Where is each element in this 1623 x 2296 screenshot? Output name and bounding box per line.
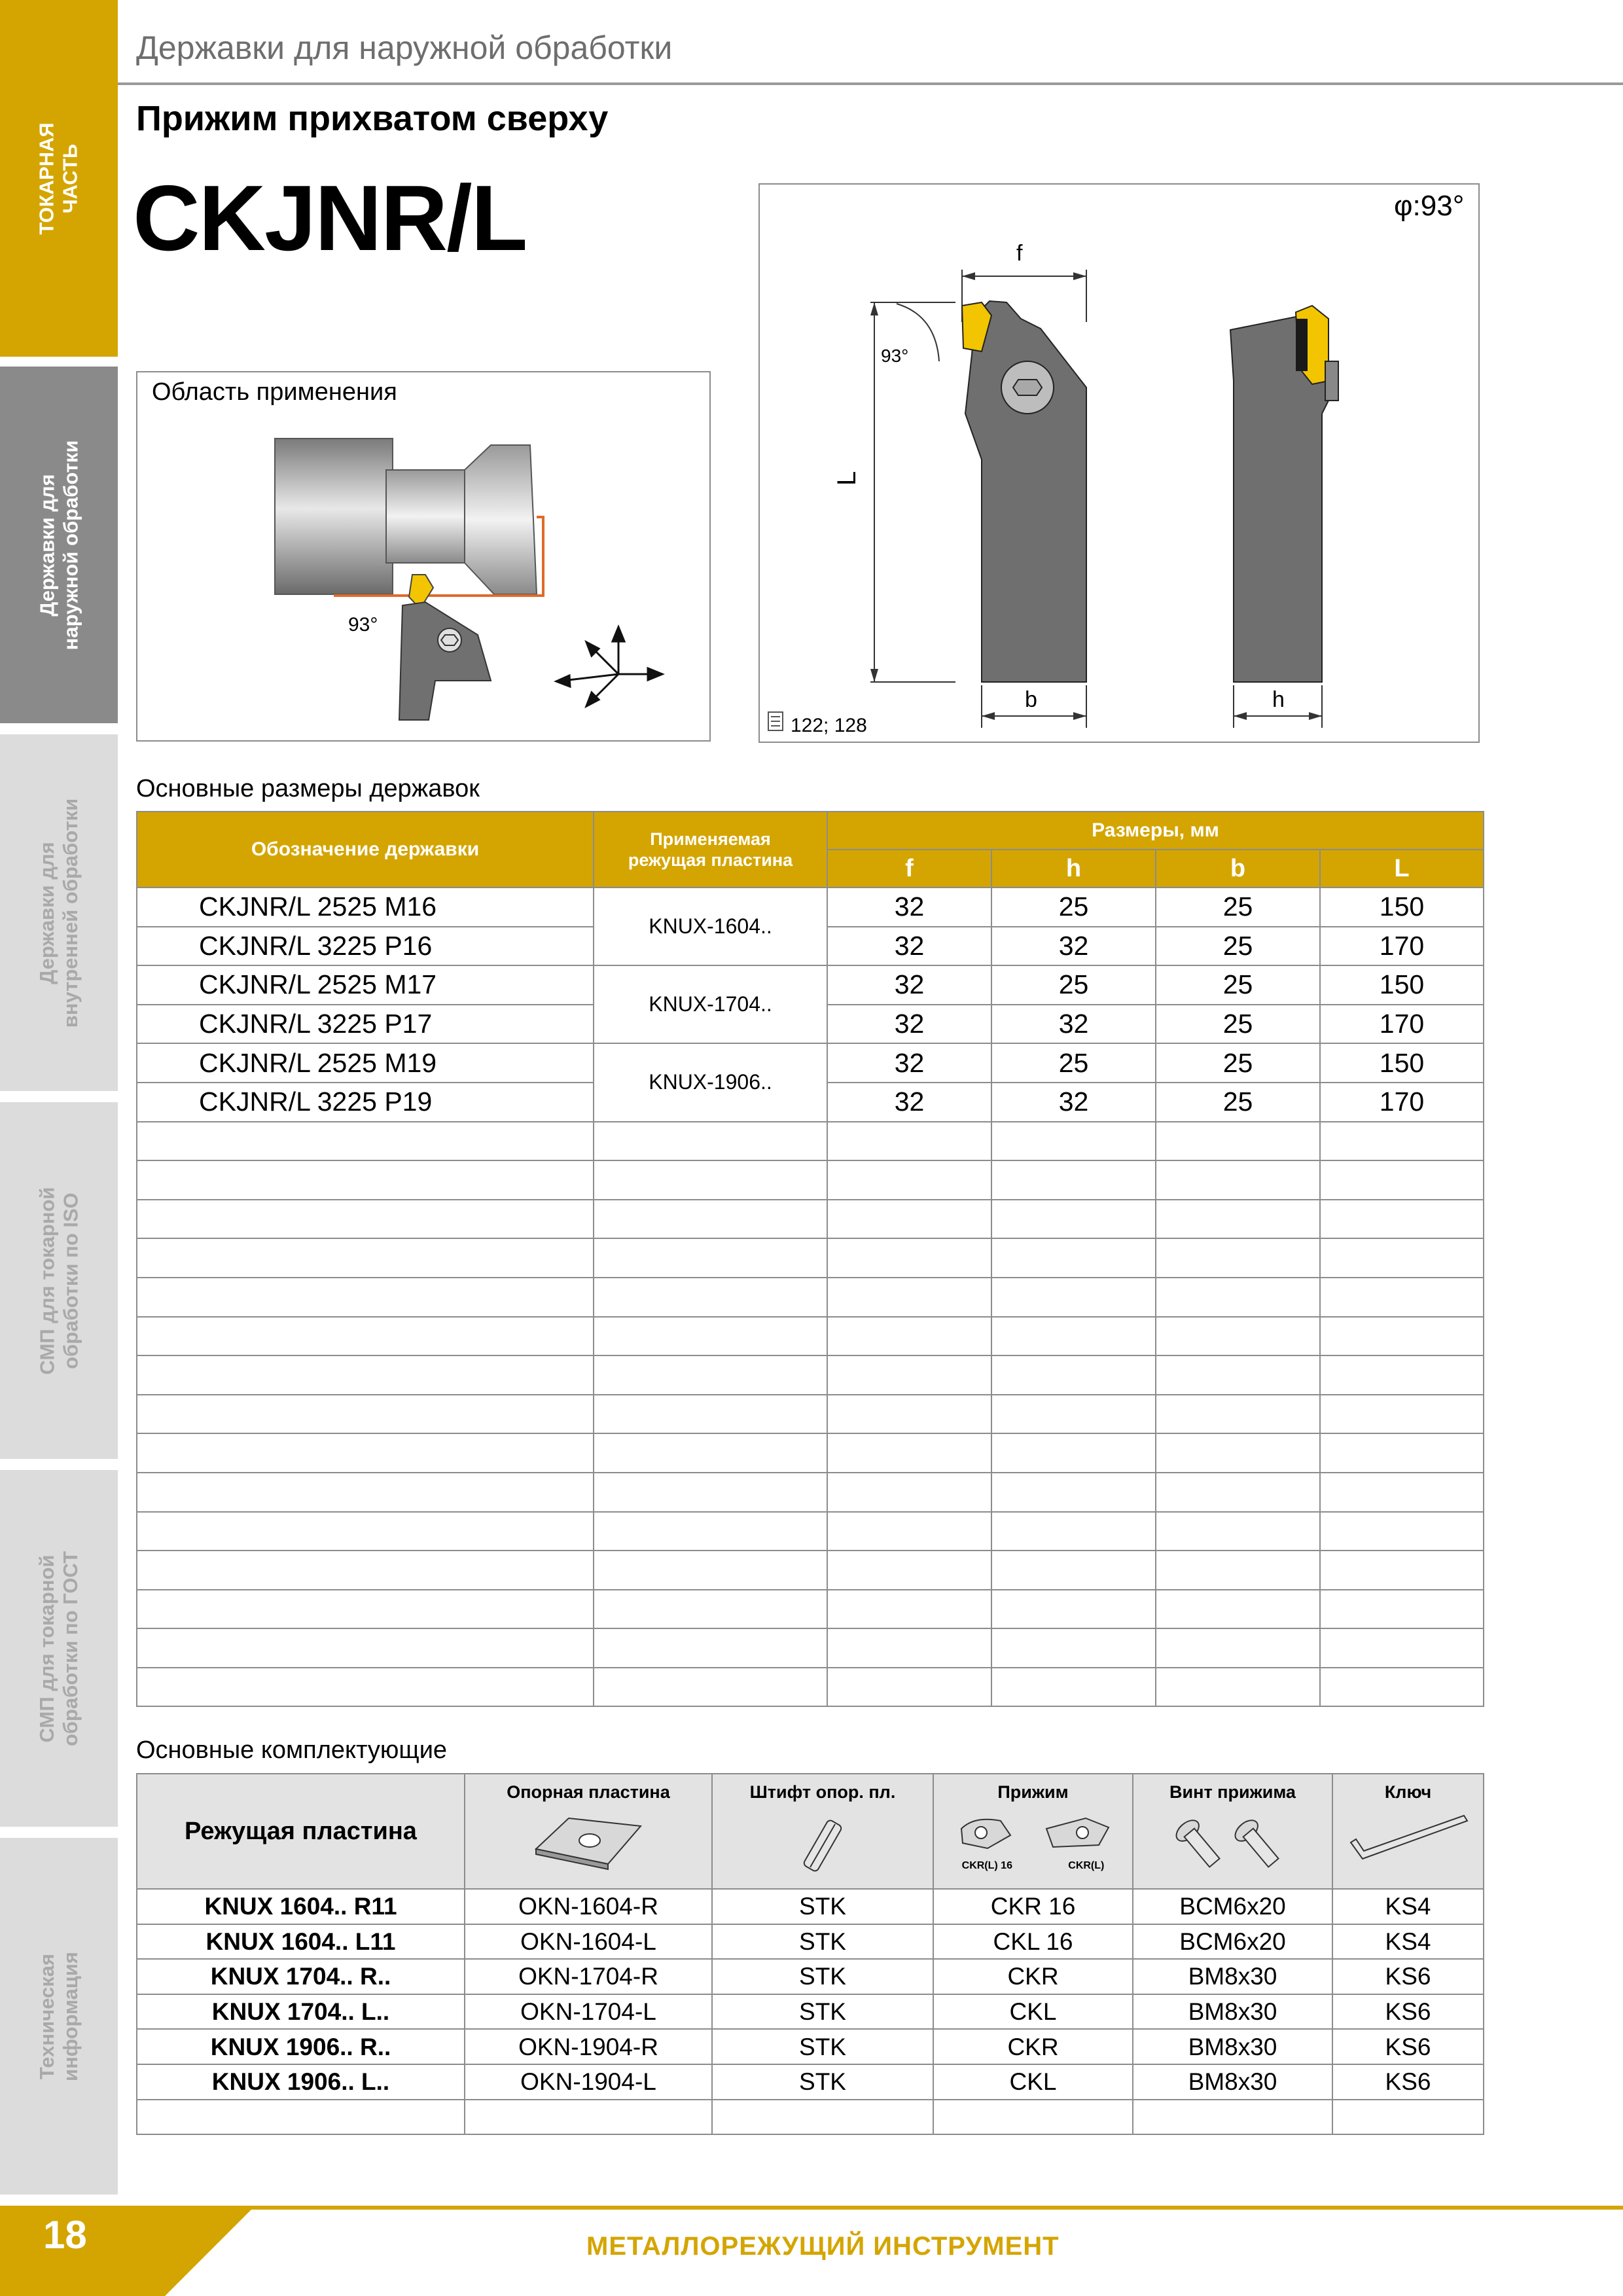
pin-code: STK xyxy=(712,1959,933,1994)
side-tab-label: внутренней обработки xyxy=(59,798,82,1028)
empty-cell xyxy=(991,1160,1156,1200)
empty-cell xyxy=(991,1278,1156,1317)
header-L: L xyxy=(1320,850,1484,888)
table-row-empty xyxy=(137,1238,1484,1278)
header-shim-label: Опорная пластина xyxy=(507,1782,670,1802)
cell-L: 170 xyxy=(1320,1005,1484,1044)
cell-h: 32 xyxy=(991,1005,1156,1044)
cell-h: 25 xyxy=(991,1043,1156,1083)
empty-cell xyxy=(991,1317,1156,1356)
footer-brand: МЕТАЛЛОРЕЖУЩИЙ ИНСТРУМЕНТ xyxy=(586,2232,1060,2261)
header-clamp xyxy=(933,1774,1133,1889)
clamp-code: CKR 16 xyxy=(933,1889,1133,1924)
empty-cell xyxy=(137,1278,594,1317)
cutting-insert: KNUX 1704.. R.. xyxy=(137,1959,465,1994)
clamp-icon xyxy=(948,1809,1118,1859)
empty-cell xyxy=(991,1200,1156,1239)
empty-cell xyxy=(1320,1122,1484,1161)
side-tab-label: Техническая xyxy=(35,1953,58,2079)
insert-type: KNUX-1906.. xyxy=(594,1043,827,1121)
clamp-code: CKL xyxy=(933,1994,1133,2030)
key-code: KS6 xyxy=(1332,1994,1484,2030)
empty-cell xyxy=(594,1200,827,1239)
empty-cell xyxy=(1320,1160,1484,1200)
empty-cell xyxy=(594,1238,827,1278)
components-table xyxy=(136,1773,1484,2135)
application-area-label: Область применения xyxy=(152,378,397,406)
cell-b: 25 xyxy=(1156,1083,1320,1122)
empty-cell xyxy=(594,1668,827,1707)
header-sizes: Размеры, мм xyxy=(827,812,1484,850)
empty-cell xyxy=(137,1473,594,1512)
table-row xyxy=(137,888,1484,927)
empty-cell xyxy=(137,1551,594,1590)
header-divider xyxy=(118,82,1623,85)
empty-cell xyxy=(827,1355,991,1395)
empty-cell xyxy=(137,1395,594,1434)
empty-cell xyxy=(991,1122,1156,1161)
cell-f: 32 xyxy=(827,965,991,1005)
table-row-empty xyxy=(137,1317,1484,1356)
clamp-code: CKL xyxy=(933,2064,1133,2100)
model-title: CKJNR/L xyxy=(133,166,527,270)
side-tab-label: ТОКАРНАЯ xyxy=(35,122,58,235)
empty-cell xyxy=(594,1317,827,1356)
empty-cell xyxy=(594,1512,827,1551)
components-table-caption: Основные комплектующие xyxy=(136,1736,448,1764)
shim-icon xyxy=(529,1813,647,1872)
dimensions-table-caption: Основные размеры державок xyxy=(136,775,480,802)
empty-cell xyxy=(1156,1238,1320,1278)
pin-code: STK xyxy=(712,1994,933,2030)
side-tab-label: Державки для xyxy=(35,473,58,617)
empty-cell xyxy=(594,1160,827,1200)
screw-icon xyxy=(1168,1813,1298,1878)
empty-cell xyxy=(137,1238,594,1278)
header-screw xyxy=(1133,1774,1332,1889)
empty-cell xyxy=(933,2100,1133,2135)
empty-cell xyxy=(594,1395,827,1434)
cell-h: 25 xyxy=(991,888,1156,927)
empty-cell xyxy=(1156,1355,1320,1395)
cell-b: 25 xyxy=(1156,1043,1320,1083)
header-designation: Обозначение державки xyxy=(137,812,594,888)
page-subtitle: Прижим прихватом сверху xyxy=(136,99,609,138)
empty-cell xyxy=(991,1551,1156,1590)
table-row-empty xyxy=(137,1278,1484,1317)
holder-designation: CKJNR/L 2525 M16 xyxy=(137,888,594,927)
footer-divider xyxy=(196,2206,1623,2210)
empty-cell xyxy=(137,1317,594,1356)
empty-cell xyxy=(991,1473,1156,1512)
empty-cell xyxy=(1156,1512,1320,1551)
table-row-empty xyxy=(137,1473,1484,1512)
empty-cell xyxy=(1320,1355,1484,1395)
holder-designation: CKJNR/L 3225 P17 xyxy=(137,1005,594,1044)
header-insert-line2: режущая пластина xyxy=(628,850,793,870)
dimension-f-label: f xyxy=(1016,241,1023,266)
side-tab-label: ЧАСТЬ xyxy=(58,143,82,213)
empty-cell xyxy=(137,1433,594,1473)
cell-L: 150 xyxy=(1320,965,1484,1005)
drawing-angle-label: 93° xyxy=(881,346,909,366)
empty-cell xyxy=(1320,1238,1484,1278)
empty-cell xyxy=(827,1160,991,1200)
key-code: KS6 xyxy=(1332,2029,1484,2064)
header-cutting-insert: Режущая пластина xyxy=(137,1774,465,1889)
side-tab-label: СМП для токарной xyxy=(35,1554,59,1742)
holder-designation: CKJNR/L 3225 P16 xyxy=(137,927,594,966)
empty-cell xyxy=(1320,1551,1484,1590)
cutting-insert: KNUX 1906.. R.. xyxy=(137,2029,465,2064)
empty-cell xyxy=(137,2100,465,2135)
empty-cell xyxy=(1320,1668,1484,1707)
header-insert xyxy=(594,812,827,888)
side-tab-turning[interactable] xyxy=(0,0,118,357)
table-row-empty xyxy=(137,1551,1484,1590)
screw-code: BM8x30 xyxy=(1133,1959,1332,1994)
empty-cell xyxy=(1156,1668,1320,1707)
table-row-empty xyxy=(137,1628,1484,1668)
table-row-empty xyxy=(137,1200,1484,1239)
empty-cell xyxy=(594,1473,827,1512)
empty-cell xyxy=(827,1590,991,1629)
header-f: f xyxy=(827,850,991,888)
dimension-h-label: h xyxy=(1272,687,1285,712)
empty-cell xyxy=(827,1473,991,1512)
cell-f: 32 xyxy=(827,927,991,966)
empty-cell xyxy=(1320,1278,1484,1317)
cutting-insert: KNUX 1906.. L.. xyxy=(137,2064,465,2100)
empty-cell xyxy=(827,1551,991,1590)
empty-cell xyxy=(1156,1200,1320,1239)
dimension-L-label: L xyxy=(832,471,861,486)
empty-cell xyxy=(827,1122,991,1161)
table-row xyxy=(137,2029,1484,2064)
empty-cell xyxy=(827,1668,991,1707)
clamp-code: CKR xyxy=(933,2029,1133,2064)
screw-code: BM8x30 xyxy=(1133,2064,1332,2100)
empty-cell xyxy=(594,1122,827,1161)
cell-h: 32 xyxy=(991,1083,1156,1122)
shim-code: OKN-1704-R xyxy=(465,1959,712,1994)
holder-designation: CKJNR/L 2525 M17 xyxy=(137,965,594,1005)
clamp-code: CKL 16 xyxy=(933,1924,1133,1960)
cell-f: 32 xyxy=(827,1083,991,1122)
cell-f: 32 xyxy=(827,1043,991,1083)
dimensions-table xyxy=(136,811,1484,1707)
cell-L: 150 xyxy=(1320,1043,1484,1083)
empty-cell xyxy=(1156,1433,1320,1473)
shim-code: OKN-1604-R xyxy=(465,1889,712,1924)
empty-cell xyxy=(1156,1317,1320,1356)
empty-cell xyxy=(991,1628,1156,1668)
side-tab-technical-info[interactable] xyxy=(0,1838,118,2195)
empty-cell xyxy=(827,1628,991,1668)
cell-b: 25 xyxy=(1156,965,1320,1005)
empty-cell xyxy=(137,1122,594,1161)
empty-cell xyxy=(594,1551,827,1590)
table-row xyxy=(137,1889,1484,1924)
empty-cell xyxy=(1156,1590,1320,1629)
header-key xyxy=(1332,1774,1484,1889)
table-row-empty xyxy=(137,2100,1484,2135)
approach-angle-label: φ:93° xyxy=(1394,190,1465,222)
pin-code: STK xyxy=(712,1889,933,1924)
table-row-empty xyxy=(137,1433,1484,1473)
empty-cell xyxy=(594,1278,827,1317)
empty-cell xyxy=(594,1590,827,1629)
hex-key-icon xyxy=(1343,1813,1474,1865)
side-tab-label: Державки для xyxy=(35,841,59,984)
cutting-insert: KNUX 1604.. L11 xyxy=(137,1924,465,1960)
empty-cell xyxy=(827,1512,991,1551)
shim-code: OKN-1904-L xyxy=(465,2064,712,2100)
insert-type: KNUX-1604.. xyxy=(594,888,827,965)
side-tab-label: информация xyxy=(59,1951,82,2081)
pin-code: STK xyxy=(712,1924,933,1960)
cell-L: 170 xyxy=(1320,1083,1484,1122)
empty-cell xyxy=(1320,1590,1484,1629)
empty-cell xyxy=(827,1238,991,1278)
empty-cell xyxy=(1332,2100,1484,2135)
page-number-badge xyxy=(0,2206,255,2296)
empty-cell xyxy=(991,1668,1156,1707)
empty-cell xyxy=(827,1200,991,1239)
empty-cell xyxy=(1320,1433,1484,1473)
side-tab-iso-inserts[interactable] xyxy=(0,1102,118,1459)
empty-cell xyxy=(137,1160,594,1200)
table-row xyxy=(137,2064,1484,2100)
empty-cell xyxy=(991,1590,1156,1629)
cell-b: 25 xyxy=(1156,1005,1320,1044)
key-code: KS6 xyxy=(1332,2064,1484,2100)
side-tab-external-holders[interactable] xyxy=(0,367,118,723)
empty-cell xyxy=(1320,1628,1484,1668)
header-pin xyxy=(712,1774,933,1889)
cell-f: 32 xyxy=(827,1005,991,1044)
empty-cell xyxy=(1320,1473,1484,1512)
empty-cell xyxy=(1320,1200,1484,1239)
shim-code: OKN-1604-L xyxy=(465,1924,712,1960)
empty-cell xyxy=(1156,1551,1320,1590)
empty-cell xyxy=(1320,1395,1484,1434)
key-code: KS6 xyxy=(1332,1959,1484,1994)
side-tab-label: наружной обработки xyxy=(59,440,82,650)
cell-b: 25 xyxy=(1156,927,1320,966)
empty-cell xyxy=(827,1395,991,1434)
table-row-empty xyxy=(137,1395,1484,1434)
dimension-b-label: b xyxy=(1025,687,1037,712)
cell-f: 32 xyxy=(827,888,991,927)
empty-cell xyxy=(137,1668,594,1707)
side-tab-label: обработки по ISO xyxy=(59,1192,82,1369)
header-insert-line1: Применяемая xyxy=(650,829,771,849)
table-row xyxy=(137,965,1484,1005)
empty-cell xyxy=(1156,1160,1320,1200)
empty-cell xyxy=(1320,1512,1484,1551)
clamp-note: CKR(L) xyxy=(1068,1860,1105,1871)
cell-b: 25 xyxy=(1156,888,1320,927)
table-row-empty xyxy=(137,1160,1484,1200)
holder-designation: CKJNR/L 2525 M19 xyxy=(137,1043,594,1083)
empty-cell xyxy=(991,1238,1156,1278)
pin-code: STK xyxy=(712,2064,933,2100)
empty-cell xyxy=(594,1628,827,1668)
screw-code: BM8x30 xyxy=(1133,1994,1332,2030)
empty-cell xyxy=(137,1628,594,1668)
screw-code: BM8x30 xyxy=(1133,2029,1332,2064)
page-number: 18 xyxy=(43,2213,87,2257)
empty-cell xyxy=(1156,1628,1320,1668)
holder-designation: CKJNR/L 3225 P19 xyxy=(137,1083,594,1122)
header-pin-label: Штифт опор. пл. xyxy=(749,1782,896,1802)
empty-cell xyxy=(137,1512,594,1551)
empty-cell xyxy=(137,1590,594,1629)
shim-code: OKN-1904-R xyxy=(465,2029,712,2064)
empty-cell xyxy=(1133,2100,1332,2135)
empty-cell xyxy=(465,2100,712,2135)
empty-cell xyxy=(1320,1317,1484,1356)
side-tab-label: СМП для токарной xyxy=(35,1187,59,1374)
table-row-empty xyxy=(137,1590,1484,1629)
empty-cell xyxy=(827,1317,991,1356)
cutting-insert: KNUX 1704.. L.. xyxy=(137,1994,465,2030)
header-key-label: Ключ xyxy=(1384,1782,1432,1802)
table-row xyxy=(137,1043,1484,1083)
holder-drawing xyxy=(759,185,1478,741)
side-tab-label: обработки по ГОСТ xyxy=(59,1551,82,1746)
shim-code: OKN-1704-L xyxy=(465,1994,712,2030)
table-row-empty xyxy=(137,1512,1484,1551)
empty-cell xyxy=(827,1433,991,1473)
table-row xyxy=(137,1924,1484,1960)
empty-cell xyxy=(827,1278,991,1317)
empty-cell xyxy=(712,2100,933,2135)
table-row-empty xyxy=(137,1122,1484,1161)
empty-cell xyxy=(1156,1122,1320,1161)
insert-type: KNUX-1704.. xyxy=(594,965,827,1043)
empty-cell xyxy=(137,1200,594,1239)
empty-cell xyxy=(1156,1473,1320,1512)
cell-h: 32 xyxy=(991,927,1156,966)
application-angle-label: 93° xyxy=(348,614,378,636)
header-shim xyxy=(465,1774,712,1889)
pin-icon xyxy=(793,1813,852,1878)
side-tab-internal-holders[interactable] xyxy=(0,734,118,1091)
screw-code: BCM6x20 xyxy=(1133,1924,1332,1960)
header-h: h xyxy=(991,850,1156,888)
table-row-empty xyxy=(137,1668,1484,1707)
side-tab-gost-inserts[interactable] xyxy=(0,1470,118,1827)
cell-L: 170 xyxy=(1320,927,1484,966)
table-row-empty xyxy=(137,1355,1484,1395)
cutting-insert: KNUX 1604.. R11 xyxy=(137,1889,465,1924)
section-title: Державки для наружной обработки xyxy=(136,29,673,66)
pin-code: STK xyxy=(712,2029,933,2064)
empty-cell xyxy=(137,1355,594,1395)
empty-cell xyxy=(991,1433,1156,1473)
header-screw-label: Винт прижима xyxy=(1169,1782,1296,1802)
empty-cell xyxy=(594,1355,827,1395)
header-b: b xyxy=(1156,850,1320,888)
empty-cell xyxy=(991,1512,1156,1551)
key-code: KS4 xyxy=(1332,1924,1484,1960)
empty-cell xyxy=(991,1395,1156,1434)
clamp-note-16: CKR(L) 16 xyxy=(961,1860,1012,1871)
header-clamp-label: Прижим xyxy=(997,1782,1069,1802)
empty-cell xyxy=(1156,1395,1320,1434)
table-row xyxy=(137,1994,1484,2030)
cell-h: 25 xyxy=(991,965,1156,1005)
screw-code: BCM6x20 xyxy=(1133,1889,1332,1924)
key-code: KS4 xyxy=(1332,1889,1484,1924)
empty-cell xyxy=(991,1355,1156,1395)
clamp-code: CKR xyxy=(933,1959,1133,1994)
cell-L: 150 xyxy=(1320,888,1484,927)
application-illustration xyxy=(137,419,707,740)
reference-pages: 122; 128 xyxy=(791,715,867,736)
empty-cell xyxy=(1156,1278,1320,1317)
empty-cell xyxy=(594,1433,827,1473)
table-row xyxy=(137,1959,1484,1994)
